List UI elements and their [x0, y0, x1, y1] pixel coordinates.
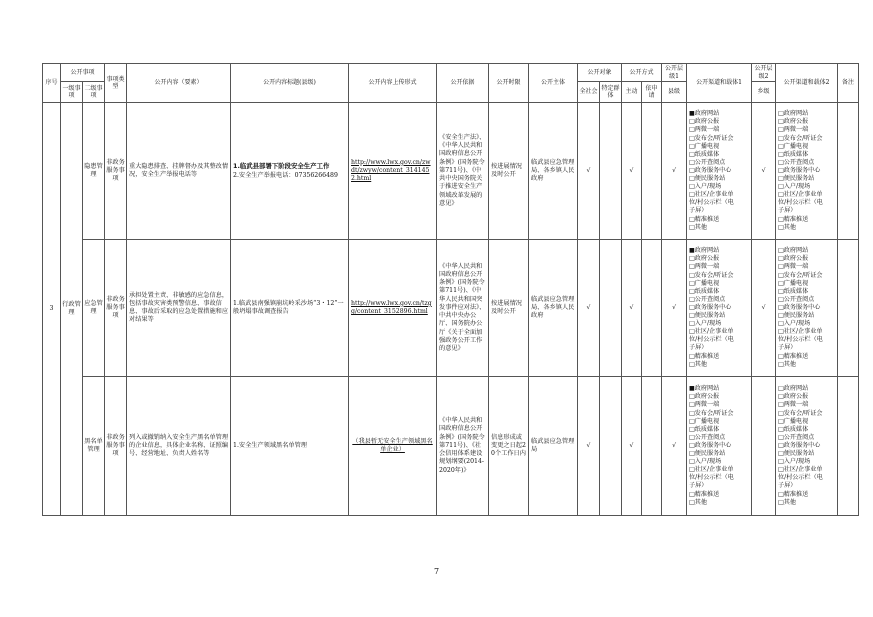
row-item-type: 非政务服务事项 — [105, 240, 127, 377]
header-basis: 公开依据 — [437, 64, 489, 103]
header-title: 公开内容标题(县级) — [231, 64, 349, 103]
header-remark: 备注 — [838, 64, 859, 103]
row-target-all: √ — [578, 240, 600, 377]
table-row — [43, 103, 859, 240]
row-target-all: √ — [578, 377, 600, 516]
row-level2: 应急管理 — [83, 240, 105, 377]
upload-link[interactable]: http://www.lwx.gov.cn/zwdt/zwyw/content_3141452.html — [351, 158, 431, 183]
header-channel2: 公开渠道和载体2 — [776, 64, 838, 103]
row-subject: 临武县应急管理局、各乡镇人民政府 — [529, 240, 578, 377]
header-method-request: 依申请 — [642, 82, 662, 103]
row-remark — [838, 240, 859, 377]
header-level1: 一级事项 — [61, 82, 83, 103]
row-time-limit: 按进展情况及时公开 — [489, 240, 529, 377]
group-level1: 行政管理 — [61, 103, 83, 516]
row-upload — [349, 103, 437, 240]
row-target-specific — [600, 377, 622, 516]
header-target: 公开对象 — [578, 64, 622, 82]
row-time-limit: 信息形成或变更之日起20个工作日内 — [489, 377, 529, 516]
header-target-all: 全社会 — [578, 82, 600, 103]
row-basis: 《中华人民共和国政府信息公开条例》(国务院令第711号)、《社会信用体系建设规划纲要(2014-2020年)》 — [437, 377, 489, 516]
row-time-limit: 按进展情况及时公开 — [489, 103, 529, 240]
upload-note: （我县暂无安全生产领域黑名单企业） — [352, 437, 433, 453]
header-method-active: 主动 — [622, 82, 642, 103]
row-title — [231, 377, 349, 516]
header-upload: 公开内容上传形式 — [349, 64, 437, 103]
header-level2: 二级事项 — [83, 82, 105, 103]
row-channel2: □政府网站 □政府公报 □两微一端 □发布会/听证会 □广播电视 □纸质媒体 □公开查阅点 □政务服务中心 □便民服务站 □入户/现场 □社区/企事业单 位/村公示栏（电 子屏） □精准推送 □其他 — [776, 240, 838, 377]
header-time-limit: 公开时限 — [489, 64, 529, 103]
row-tier2: √ — [752, 103, 776, 240]
row-item-type: 非政务服务事项 — [105, 103, 127, 240]
header-items: 公开事项 — [61, 64, 105, 82]
row-channel1: ■政府网站 □政府公报 □两微一端 □发布会/听证会 □广播电视 □纸质媒体 □公开查阅点 □政务服务中心 □便民服务站 □入户/现场 □社区/企事业单 位/村公示栏（电 子屏） □精准推送 □其他 — [687, 377, 752, 516]
row-channel1: ■政府网站 □政府公报 □两微一端 □发布会/听证会 □广播电视 □纸质媒体 □公开查阅点 □政务服务中心 □便民服务站 □入户/现场 □社区/企事业单 位/村公示栏（电 子屏） □精准推送 □其他 — [687, 240, 752, 377]
row-basis: 《安全生产法》、《中华人民共和国政府信息公开条例》(国务院令第711号)、《中共中央国务院关于推进安全生产领域改革发展的意见》 — [437, 103, 489, 240]
row-tier2 — [752, 377, 776, 516]
row-method-active: √ — [622, 240, 642, 377]
row-title — [231, 103, 349, 240]
header-target-specific: 特定群体 — [600, 82, 622, 103]
row-content: 重大隐患排查、挂牌督办及其整改情况，安全生产举报电话等 — [127, 103, 231, 240]
row-title-line1: 1.临武县南强镇崩坑岭采沙场“3・12”一般坍塌事故调查报告 — [233, 299, 344, 315]
header-item-type: 事项类型 — [105, 64, 127, 103]
row-level2: 黑名单管理 — [83, 377, 105, 516]
row-target-all: √ — [578, 103, 600, 240]
row-method-request — [642, 377, 662, 516]
header-content: 公开内容（要素） — [127, 64, 231, 103]
upload-link[interactable]: http://www.lwx.gov.cn/tzgg/content_3152896.html — [351, 299, 432, 315]
header-seq: 序号 — [43, 64, 61, 103]
row-title-line2: 2.安全生产举报电话：07356266489 — [233, 171, 338, 179]
row-channel1: ■政府网站 □政府公报 □两微一端 □发布会/听证会 □广播电视 □纸质媒体 □公开查阅点 □政务服务中心 □便民服务站 □入户/现场 □社区/企事业单 位/村公示栏（电 子屏） □精准推送 □其他 — [687, 103, 752, 240]
row-tier1: √ — [662, 377, 687, 516]
table-row — [43, 377, 859, 516]
row-tier1: √ — [662, 240, 687, 377]
row-method-active: √ — [622, 377, 642, 516]
row-content: 列入或撤销纳入安全生产黑名单管理的企业信息，具体企业名称、证照编号、经营地址、负责人姓名等 — [127, 377, 231, 516]
row-content: 承担处置主责、非敏感的应急信息，包括事故灾害类预警信息、事故信息、事故后采取的应急处置措施和应对结果等 — [127, 240, 231, 377]
header-subject: 公开主体 — [529, 64, 578, 103]
row-subject: 临武县应急管理局、各乡镇人民政府 — [529, 103, 578, 240]
row-title-line1: 1.安全生产领域黑名单管理 — [233, 441, 307, 449]
row-item-type: 非政务服务事项 — [105, 377, 127, 516]
group-seq: 3 — [43, 103, 61, 516]
row-tier2: √ — [752, 240, 776, 377]
header-tier2: 公开层级2 — [752, 64, 776, 82]
row-channel2: □政府网站 □政府公报 □两微一端 □发布会/听证会 □广播电视 □纸质媒体 □公开查阅点 □政务服务中心 □便民服务站 □入户/现场 □社区/企事业单 位/村公示栏（电 子屏） □精准推送 □其他 — [776, 377, 838, 516]
row-level2: 隐患管理 — [83, 103, 105, 240]
row-title-line1: 1.临武县部署下阶段安全生产工作 — [233, 162, 330, 171]
row-remark — [838, 377, 859, 516]
row-basis: 《中华人民共和国政府信息公开条例》(国务院令第711号)、《中华人民共和国突发事件应对法》、中共中央办公厅、国务院办公厅《关于全面加强政务公开工作的意见》 — [437, 240, 489, 377]
row-upload — [349, 377, 437, 516]
disclosure-table — [42, 63, 859, 516]
header-channel1: 公开渠道和载体1 — [687, 64, 752, 103]
row-upload — [349, 240, 437, 377]
header-tier2-value: 乡级 — [752, 82, 776, 103]
row-channel2: □政府网站 □政府公报 □两微一端 □发布会/听证会 □广播电视 □纸质媒体 □公开查阅点 □政务服务中心 □便民服务站 □入户/现场 □社区/企事业单 位/村公示栏（电 子屏） □精准推送 □其他 — [776, 103, 838, 240]
row-method-request — [642, 240, 662, 377]
row-method-active: √ — [622, 103, 642, 240]
row-target-specific — [600, 240, 622, 377]
table-row — [43, 240, 859, 377]
header-method: 公开方式 — [622, 64, 662, 82]
row-subject: 临武县应急管理局 — [529, 377, 578, 516]
page-number: 7 — [433, 567, 440, 576]
header-tier1-value: 县级 — [662, 82, 687, 103]
row-tier1: √ — [662, 103, 687, 240]
row-method-request — [642, 103, 662, 240]
row-title — [231, 240, 349, 377]
row-target-specific — [600, 103, 622, 240]
row-remark — [838, 103, 859, 240]
header-tier1: 公开层级1 — [662, 64, 687, 82]
